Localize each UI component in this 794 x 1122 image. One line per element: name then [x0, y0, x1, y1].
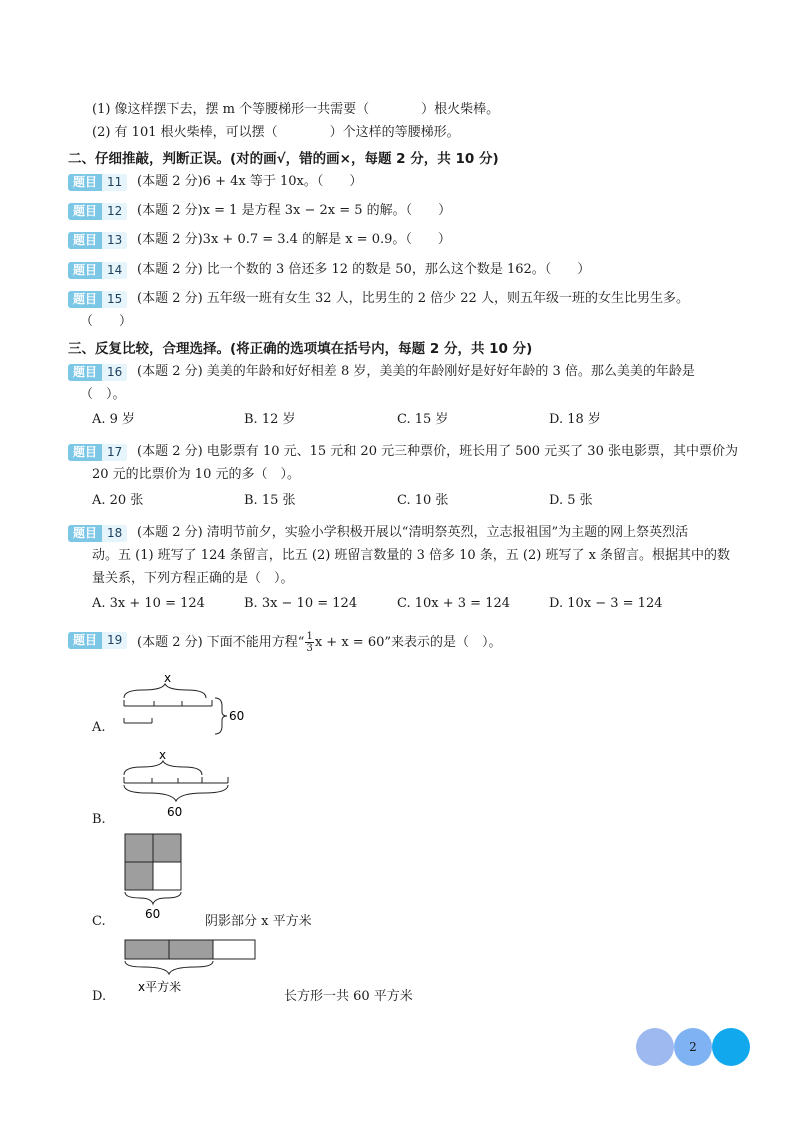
q17-option-c: C. 10 张 [397, 493, 449, 508]
question-19-text [137, 631, 502, 654]
option-d-diagram [118, 936, 268, 1000]
q19-option-d-note: 长方形一共 60 平方米 [284, 989, 413, 1004]
q19-option-d-label: D. [92, 989, 107, 1004]
question-tag-17 [68, 444, 127, 461]
square-shaded-bottom-left [125, 862, 153, 890]
question-11-text: (本题 2 分)6 + 4x 等于 10x。（ ） [137, 174, 363, 189]
question-18-line2: 动。五 (1) 班写了 124 条留言，比五 (2) 班留言数量的 3 倍多 10 条，五 (2) 班写了 x 条留言。根据其中的数 [92, 548, 731, 563]
square-shaded-top-right [153, 834, 181, 862]
q19-option-b-label: B. [92, 812, 106, 827]
question-tag-15 [68, 291, 127, 308]
diagram-a-long-segment [124, 700, 212, 706]
question-18-line3: 量关系，下列方程正确的是（ ）。 [92, 571, 294, 586]
square-unshaded [153, 862, 181, 890]
q16-option-d: D. 18 岁 [549, 412, 601, 427]
fraction-numerator: 1 [306, 631, 313, 642]
part1-line2: (2) 有 101 根火柴棒，可以摆（ ）个这样的等腰梯形。 [92, 125, 460, 140]
diagram-b-bottom-brace [124, 785, 228, 801]
q19-option-c-note: 阴影部分 x 平方米 [205, 914, 312, 929]
q18-option-a: A. 3x + 10 = 124 [92, 596, 205, 611]
tag-label: 题目 [68, 444, 102, 461]
question-14-text: (本题 2 分) 比一个数的 3 倍还多 12 的数是 50，那么这个数是 162。（ ） [137, 262, 591, 277]
q19-suffix: x + x = 60”来表示的是（ ）。 [314, 635, 502, 650]
question-12-text: (本题 2 分)x = 1 是方程 3x − 2x = 5 的解。（ ） [137, 203, 452, 218]
diagram-a-short-segment [124, 718, 152, 723]
diagram-a-right-brace [215, 698, 227, 734]
diagram-a-top-brace [124, 684, 206, 698]
question-tag-12 [68, 203, 127, 220]
part1-line1: (1) 像这样摆下去，摆 m 个等腰梯形一共需要（ ）根火柴棒。 [92, 102, 500, 117]
question-18-line1: (本题 2 分) 清明节前夕，实验小学积极开展以“清明祭英烈，立志报祖国”为主题的网上祭英烈活 [137, 525, 689, 540]
tag-label: 题目 [68, 232, 102, 249]
badge-circle-right [712, 1028, 750, 1066]
rect-shaded-part-1 [125, 940, 169, 959]
diagram-b-total-label: 60 [167, 805, 183, 819]
question-tag-19 [68, 632, 127, 649]
badge-circle-left [636, 1028, 674, 1066]
tag-number: 13 [102, 232, 127, 249]
option-a-diagram [118, 668, 258, 738]
tag-number: 11 [102, 174, 127, 191]
tag-number: 17 [102, 444, 127, 461]
tag-number: 14 [102, 262, 127, 279]
question-15-answer-blank: （ ） [80, 314, 133, 329]
page-number: 2 [689, 1040, 697, 1054]
square-shaded-top-left [125, 834, 153, 862]
diagram-b-segment [124, 777, 228, 783]
question-tag-18 [68, 525, 127, 542]
diagram-a-x-label: x [164, 671, 172, 685]
tag-number: 12 [102, 203, 127, 220]
q19-option-a-label: A. [92, 720, 106, 735]
q18-option-d: D. 10x − 3 = 124 [549, 596, 663, 611]
tag-label: 题目 [68, 203, 102, 220]
question-tag-16 [68, 364, 127, 381]
tag-label: 题目 [68, 364, 102, 381]
question-17-line2: 20 元的比票价为 10 元的多（ ）。 [92, 467, 300, 482]
diagram-d-bottom-brace [125, 961, 213, 974]
q19-prefix: (本题 2 分) 下面不能用方程“ [137, 635, 305, 650]
q16-option-b: B. 12 岁 [244, 412, 296, 427]
question-tag-11 [68, 174, 127, 191]
tag-label: 题目 [68, 525, 102, 542]
tag-label: 题目 [68, 174, 102, 191]
question-15-text: (本题 2 分) 五年级一班有女生 32 人，比男生的 2 倍少 22 人，则五年级一班的女生比男生多。 [137, 291, 689, 306]
tag-label: 题目 [68, 262, 102, 279]
question-17-line1: (本题 2 分) 电影票有 10 元、15 元和 20 元三种票价，班长用了 500 元买了 30 张电影票，其中票价为 [137, 444, 738, 459]
tag-number: 16 [102, 364, 127, 381]
q18-option-c: C. 10x + 3 = 124 [397, 596, 511, 611]
q19-option-c-label: C. [92, 914, 106, 929]
q17-option-a: A. 20 张 [92, 493, 144, 508]
tag-label: 题目 [68, 291, 102, 308]
page-number-badge [636, 1028, 752, 1066]
q16-option-a: A. 9 岁 [92, 412, 136, 427]
diagram-b-top-brace [124, 761, 202, 775]
q16-option-c: C. 15 岁 [397, 412, 449, 427]
option-c-diagram [118, 830, 193, 922]
fraction-denominator: 3 [306, 643, 313, 654]
option-b-diagram [118, 745, 248, 823]
diagram-c-total-label: 60 [145, 907, 161, 921]
one-third-fraction [305, 631, 313, 654]
rect-unshaded-part [213, 940, 255, 959]
diagram-b-x-label: x [159, 748, 167, 762]
q18-option-b: B. 3x − 10 = 124 [244, 596, 358, 611]
q17-option-b: B. 15 张 [244, 493, 296, 508]
section2-heading: 二、仔细推敲，判断正误。(对的画√，错的画×，每题 2 分，共 10 分) [68, 151, 499, 167]
diagram-a-total-label: 60 [229, 709, 245, 723]
tag-number: 18 [102, 525, 127, 542]
tag-label: 题目 [68, 632, 102, 649]
tag-number: 19 [102, 632, 127, 649]
question-16-line2: （ ）。 [80, 387, 126, 402]
rect-shaded-part-2 [169, 940, 213, 959]
question-16-line1: (本题 2 分) 美美的年龄和好好相差 8 岁，美美的年龄刚好是好好年龄的 3 倍。那么美美的年龄是 [137, 364, 695, 379]
question-13-text: (本题 2 分)3x + 0.7 = 3.4 的解是 x = 0.9。（ ） [137, 232, 451, 247]
diagram-c-bottom-brace [125, 892, 181, 904]
diagram-d-under-label: x平方米 [138, 980, 182, 994]
tag-number: 15 [102, 291, 127, 308]
section3-heading: 三、反复比较，合理选择。(将正确的选项填在括号内，每题 2 分，共 10 分) [68, 341, 533, 357]
question-tag-14 [68, 262, 127, 279]
question-tag-13 [68, 232, 127, 249]
q17-option-d: D. 5 张 [549, 493, 593, 508]
